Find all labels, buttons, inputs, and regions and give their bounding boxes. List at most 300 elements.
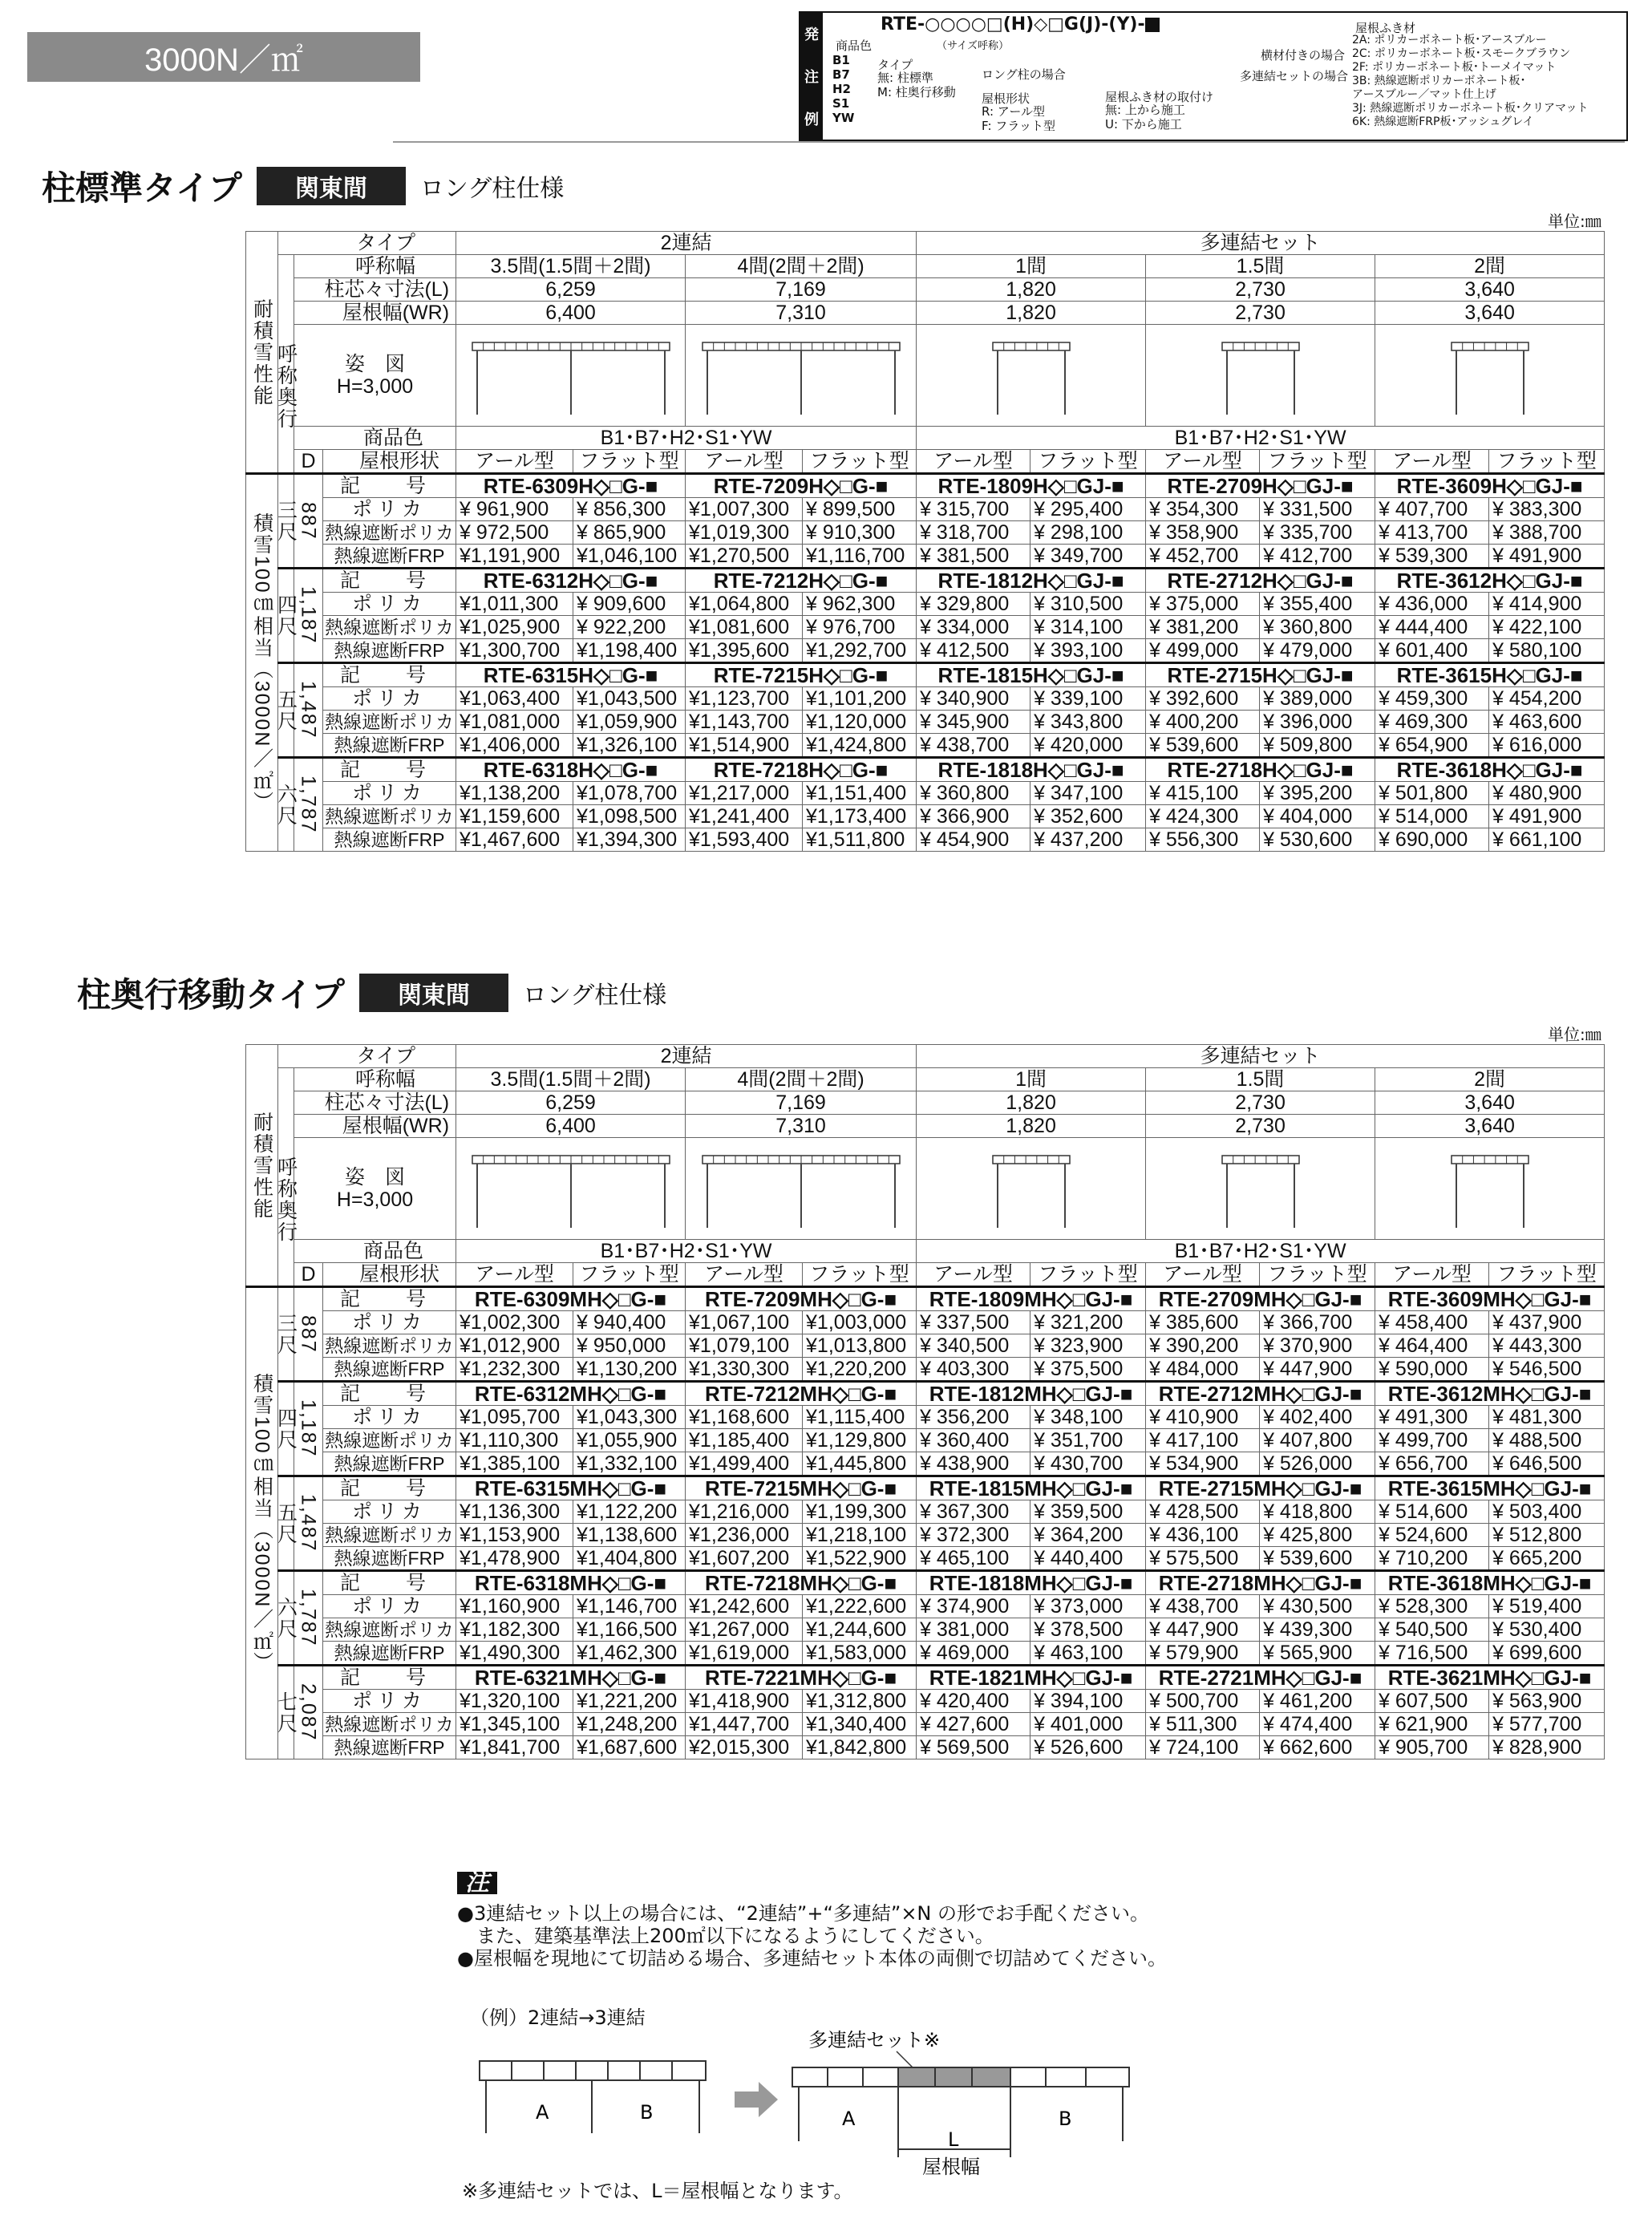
price-cell: ¥ 315,700 [917, 498, 1030, 521]
depth-mm: 1,187 [294, 1382, 323, 1476]
heat-frp-label: 熱線遮断FRP [323, 1358, 456, 1382]
price-cell: ¥1,191,900 [456, 545, 573, 569]
width-cell: 4間(2間＋2間) [686, 1068, 917, 1091]
price-cell: ¥1,012,900 [456, 1334, 573, 1358]
price-cell: ¥ 514,600 [1375, 1500, 1489, 1524]
price-cell: ¥1,345,100 [456, 1713, 573, 1736]
price-cell: ¥ 452,700 [1146, 545, 1260, 569]
price-cell: ¥1,514,900 [686, 734, 803, 758]
snow-performance-label: 耐積雪性能 [246, 232, 278, 474]
price-cell: ¥1,332,100 [573, 1452, 686, 1476]
carport-sketch [1221, 1144, 1301, 1233]
price-cell: ¥1,619,000 [686, 1642, 803, 1666]
price-cell: ¥ 340,900 [917, 687, 1030, 711]
kanto-badge: 関東間 [359, 974, 508, 1012]
price-cell: ¥ 463,100 [1030, 1642, 1146, 1666]
model-code: RTE-2712H◇□GJ-■ [1146, 569, 1375, 593]
price-cell: ¥1,199,300 [803, 1500, 917, 1524]
price-cell: ¥ 922,200 [573, 616, 686, 639]
order-fixing-label: 屋根ふき材の取付け [1105, 90, 1214, 104]
depth-shaku: 三尺 [278, 474, 294, 569]
shape-flat: フラット型 [573, 1263, 686, 1287]
side-char: 例 [804, 111, 819, 128]
price-cell: ¥ 402,400 [1260, 1406, 1375, 1429]
price-cell: ¥1,003,000 [803, 1311, 917, 1334]
carport-sketch [471, 1144, 671, 1233]
model-code: RTE-6312MH◇□G-■ [456, 1382, 686, 1406]
model-code: RTE-2709MH◇□GJ-■ [1146, 1287, 1375, 1311]
width-cell: 1.5間 [1146, 1068, 1375, 1091]
price-cell: ¥1,116,700 [803, 545, 917, 569]
shape-flat: フラット型 [1489, 450, 1605, 474]
price-cell: ¥ 469,300 [1375, 711, 1489, 734]
section-title: 柱標準タイプ [42, 168, 242, 208]
price-cell: ¥ 530,400 [1489, 1618, 1605, 1642]
model-code: RTE-2709H◇□GJ-■ [1146, 474, 1375, 498]
poly-label: ポリカ [323, 498, 456, 521]
order-roofmat-label: 屋根ふき材 [1355, 21, 1416, 35]
depth-shaku: 四尺 [278, 1382, 294, 1476]
arrow-right-icon [735, 2082, 778, 2117]
depth-label: 呼称奥行 [278, 302, 294, 474]
figure-height: H=3,000 [336, 1188, 414, 1211]
type-2-connect: 2連結 [456, 232, 917, 255]
price-cell: ¥ 540,500 [1375, 1618, 1489, 1642]
model-code: RTE-6321MH◇□G-■ [456, 1666, 686, 1690]
price-cell: ¥ 358,900 [1146, 521, 1260, 545]
price-cell: ¥ 444,400 [1375, 616, 1489, 639]
price-cell: ¥ 410,900 [1146, 1406, 1260, 1429]
pitch-cell: 1,820 [917, 1091, 1146, 1115]
price-cell: ¥1,159,600 [456, 805, 573, 828]
section-title-1 [42, 162, 564, 210]
side-char: 発 [804, 26, 819, 44]
price-cell: ¥ 556,300 [1146, 828, 1260, 852]
order-code: RTE-○○○○□(H)◇□G(J)-(Y)- [881, 14, 1160, 34]
price-cell: ¥1,217,000 [686, 782, 803, 805]
order-type-label: タイプ [877, 58, 913, 72]
price-cell: ¥ 646,500 [1489, 1452, 1605, 1476]
figure-cell [686, 1138, 917, 1240]
price-cell: ¥ 665,200 [1489, 1547, 1605, 1571]
price-cell: ¥1,467,600 [456, 828, 573, 852]
model-code: RTE-1818H◇□GJ-■ [917, 758, 1146, 782]
unit-label: 単位:㎜ [1548, 1025, 1601, 1044]
price-cell: ¥ 465,100 [917, 1547, 1030, 1571]
figure-height: H=3,000 [336, 375, 414, 398]
code-label: 記 号 [323, 1476, 456, 1500]
price-cell: ¥ 528,300 [1375, 1595, 1489, 1618]
price-cell: ¥ 347,100 [1030, 782, 1146, 805]
figure-cell [1375, 325, 1605, 427]
price-cell: ¥1,607,200 [686, 1547, 803, 1571]
shape-arch: アール型 [456, 450, 573, 474]
heat-poly-label: 熱線遮断ポリカ [323, 1618, 456, 1642]
black-square-icon [1145, 18, 1160, 32]
price-cell: ¥1,511,800 [803, 828, 917, 852]
depth-mm: 1,787 [294, 1571, 323, 1666]
price-cell: ¥ 374,900 [917, 1595, 1030, 1618]
price-cell: ¥ 428,500 [1146, 1500, 1260, 1524]
shape-flat: フラット型 [1260, 450, 1375, 474]
price-cell: ¥ 352,600 [1030, 805, 1146, 828]
width-cell: 3.5間(1.5間＋2間) [456, 1068, 686, 1091]
snow-performance-label: 耐積雪性能 [246, 1045, 278, 1287]
price-cell: ¥1,130,200 [573, 1358, 686, 1382]
price-cell: ¥ 621,900 [1375, 1713, 1489, 1736]
price-cell: ¥ 447,900 [1146, 1618, 1260, 1642]
model-code: RTE-6309H◇□G-■ [456, 474, 686, 498]
price-cell: ¥ 334,000 [917, 616, 1030, 639]
price-cell: ¥ 314,100 [1030, 616, 1146, 639]
poly-label: ポリカ [323, 1311, 456, 1334]
model-code: RTE-7209MH◇□G-■ [686, 1287, 917, 1311]
price-cell: ¥ 438,700 [917, 734, 1030, 758]
price-cell: ¥ 383,300 [1489, 498, 1605, 521]
price-cell: ¥ 961,900 [456, 498, 573, 521]
model-code: RTE-7218H◇□G-■ [686, 758, 917, 782]
price-table-standard [245, 231, 1605, 852]
d-label: D [294, 450, 323, 474]
price-cell: ¥ 579,900 [1146, 1642, 1260, 1666]
model-code: RTE-6315H◇□G-■ [456, 663, 686, 687]
roof-width-cell: 3,640 [1375, 302, 1605, 325]
load-label: 積雪100㎝相当（3000N／㎡） [246, 1287, 278, 1759]
shape-flat: フラット型 [803, 450, 917, 474]
width-cell: 2間 [1375, 1068, 1605, 1091]
width-cell: 3.5間(1.5間＋2間) [456, 255, 686, 278]
price-cell: ¥1,406,000 [456, 734, 573, 758]
heat-frp-label: 熱線遮断FRP [323, 545, 456, 569]
code-label: 記 号 [323, 1287, 456, 1311]
depth-shaku: 四尺 [278, 569, 294, 663]
price-cell: ¥ 388,700 [1489, 521, 1605, 545]
depth-shaku: 六尺 [278, 1571, 294, 1666]
heat-frp-label: 熱線遮断FRP [323, 1642, 456, 1666]
figure-cell [917, 1138, 1146, 1240]
heat-poly-label: 熱線遮断ポリカ [323, 1713, 456, 1736]
price-cell: ¥1,079,100 [686, 1334, 803, 1358]
price-cell: ¥1,055,900 [573, 1429, 686, 1452]
price-cell: ¥ 437,200 [1030, 828, 1146, 852]
price-cell: ¥1,095,700 [456, 1406, 573, 1429]
heat-poly-label: 熱線遮断ポリカ [323, 521, 456, 545]
price-cell: ¥ 436,100 [1146, 1524, 1260, 1547]
heat-frp-label: 熱線遮断FRP [323, 1736, 456, 1759]
model-code: RTE-1818MH◇□GJ-■ [917, 1571, 1146, 1595]
price-cell: ¥ 474,400 [1260, 1713, 1375, 1736]
price-cell: ¥ 417,100 [1146, 1429, 1260, 1452]
price-cell: ¥ 481,300 [1489, 1406, 1605, 1429]
model-code: RTE-1815MH◇□GJ-■ [917, 1476, 1146, 1500]
carport-sketch [1221, 331, 1301, 419]
price-cell: ¥1,395,600 [686, 639, 803, 663]
section-title-2 [77, 969, 666, 1017]
model-code: RTE-2715H◇□GJ-■ [1146, 663, 1375, 687]
model-code: RTE-6318MH◇□G-■ [456, 1571, 686, 1595]
price-cell: ¥1,011,300 [456, 593, 573, 616]
order-roofmat-list: 2A: ポリカーボネート板･アースブルー 2C: ポリカーボネート板･スモークブラウン 2F: ポリカーボネート板･トーメイマット 3B: 熱線遮断ポリカーボネート板･ アースブルー／マット仕上げ 3J: 熱線遮断ポリカーボネート板･クリアマット 6K: 熱線遮断FRP板･アッシュグレイ [1352, 34, 1589, 128]
price-cell: ¥ 546,500 [1489, 1358, 1605, 1382]
connection-diagram [480, 2029, 1137, 2181]
price-cell: ¥ 565,900 [1260, 1642, 1375, 1666]
price-cell: ¥ 569,500 [917, 1736, 1030, 1759]
price-cell: ¥1,241,400 [686, 805, 803, 828]
roof-width-cell: 7,310 [686, 1115, 917, 1138]
price-cell: ¥1,046,100 [573, 545, 686, 569]
roof-width-cell: 7,310 [686, 302, 917, 325]
price-cell: ¥1,220,200 [803, 1358, 917, 1382]
price-cell: ¥1,221,200 [573, 1690, 686, 1713]
price-cell: ¥ 367,300 [917, 1500, 1030, 1524]
price-cell: ¥ 373,000 [1030, 1595, 1146, 1618]
price-cell: ¥ 370,900 [1260, 1334, 1375, 1358]
notes-heading: 注 [457, 1872, 497, 1894]
price-cell: ¥ 500,700 [1146, 1690, 1260, 1713]
price-cell: ¥ 403,300 [917, 1358, 1030, 1382]
price-cell: ¥1,326,100 [573, 734, 686, 758]
carport-sketch [991, 1144, 1071, 1233]
price-cell: ¥ 461,200 [1260, 1690, 1375, 1713]
price-cell: ¥ 524,600 [1375, 1524, 1489, 1547]
type-2-connect: 2連結 [456, 1045, 917, 1068]
price-cell: ¥ 512,800 [1489, 1524, 1605, 1547]
price-cell: ¥ 381,500 [917, 545, 1030, 569]
price-cell: ¥1,081,000 [456, 711, 573, 734]
label-a: A [536, 2101, 549, 2124]
price-cell: ¥1,499,400 [686, 1452, 803, 1476]
price-cell: ¥ 323,900 [1030, 1334, 1146, 1358]
figure-cell [1146, 325, 1375, 427]
figure-cell [917, 325, 1146, 427]
price-cell: ¥ 375,500 [1030, 1358, 1146, 1382]
width-header: 呼称幅 [294, 1068, 456, 1091]
order-roof-shapes: R: アール型 F: フラット型 [982, 104, 1055, 133]
depth-shaku: 五尺 [278, 663, 294, 758]
price-cell: ¥1,312,800 [803, 1690, 917, 1713]
width-header: 呼称幅 [294, 255, 456, 278]
price-cell: ¥1,067,100 [686, 1311, 803, 1334]
depth-mm: 1,487 [294, 1476, 323, 1571]
price-cell: ¥ 539,600 [1260, 1547, 1375, 1571]
poly-label: ポリカ [323, 1500, 456, 1524]
price-cell: ¥ 447,900 [1260, 1358, 1375, 1382]
price-cell: ¥ 539,600 [1146, 734, 1260, 758]
price-cell: ¥ 351,700 [1030, 1429, 1146, 1452]
price-cell: ¥ 414,900 [1489, 593, 1605, 616]
price-cell: ¥1,244,600 [803, 1618, 917, 1642]
price-cell: ¥1,404,800 [573, 1547, 686, 1571]
section-title: 柱奥行移動タイプ [77, 975, 345, 1014]
blank-cell [278, 255, 294, 302]
order-multi: 多連結セットの場合 [1240, 69, 1349, 83]
price-cell: ¥ 298,100 [1030, 521, 1146, 545]
roof-width-cell: 6,400 [456, 302, 686, 325]
price-cell: ¥ 375,000 [1146, 593, 1260, 616]
figure-label: 姿 図 [345, 353, 406, 375]
price-cell: ¥ 415,100 [1146, 782, 1260, 805]
shape-arch: アール型 [1375, 1263, 1489, 1287]
price-cell: ¥2,015,300 [686, 1736, 803, 1759]
price-cell: ¥ 360,800 [1260, 616, 1375, 639]
price-cell: ¥ 372,300 [917, 1524, 1030, 1547]
price-cell: ¥ 364,200 [1030, 1524, 1146, 1547]
code-label: 記 号 [323, 663, 456, 687]
price-cell: ¥1,146,700 [573, 1595, 686, 1618]
price-cell: ¥ 396,000 [1260, 711, 1375, 734]
shape-arch: アール型 [686, 450, 803, 474]
price-cell: ¥1,025,900 [456, 616, 573, 639]
width-cell: 2間 [1375, 255, 1605, 278]
heat-poly-label: 熱線遮断ポリカ [323, 805, 456, 828]
price-cell: ¥ 499,000 [1146, 639, 1260, 663]
price-cell: ¥ 526,600 [1030, 1736, 1146, 1759]
price-cell: ¥ 601,400 [1375, 639, 1489, 663]
figure-label: 姿 図 [345, 1166, 406, 1188]
model-code: RTE-3618H◇□GJ-■ [1375, 758, 1605, 782]
order-example-box [799, 11, 1628, 141]
depth-mm: 1,187 [294, 569, 323, 663]
carport-sketch [701, 1144, 901, 1233]
price-cell: ¥ 436,000 [1375, 593, 1489, 616]
code-label: 記 号 [323, 474, 456, 498]
price-cell: ¥ 950,000 [573, 1334, 686, 1358]
pitch-header: 柱芯々寸法(L) [294, 1091, 456, 1115]
code-label: 記 号 [323, 1382, 456, 1406]
price-cell: ¥ 699,600 [1489, 1642, 1605, 1666]
shape-arch: アール型 [917, 450, 1030, 474]
price-cell: ¥ 509,800 [1260, 734, 1375, 758]
price-cell: ¥1,490,300 [456, 1642, 573, 1666]
top-rule [393, 141, 1625, 143]
width-cell: 1.5間 [1146, 255, 1375, 278]
price-cell: ¥ 828,900 [1489, 1736, 1605, 1759]
price-cell: ¥ 393,100 [1030, 639, 1146, 663]
label-b2: B [1059, 2108, 1072, 2130]
order-example-side [800, 13, 823, 140]
price-cell: ¥1,445,800 [803, 1452, 917, 1476]
price-cell: ¥ 360,800 [917, 782, 1030, 805]
figure-cell [1146, 1138, 1375, 1240]
carport-sketch [701, 331, 901, 419]
price-cell: ¥ 534,900 [1146, 1452, 1260, 1476]
price-cell: ¥ 469,000 [917, 1642, 1030, 1666]
price-cell: ¥ 430,700 [1030, 1452, 1146, 1476]
roof-width-cell: 1,820 [917, 1115, 1146, 1138]
price-cell: ¥1,292,700 [803, 639, 917, 663]
price-cell: ¥1,151,400 [803, 782, 917, 805]
price-cell: ¥ 454,200 [1489, 687, 1605, 711]
price-cell: ¥ 422,100 [1489, 616, 1605, 639]
model-code: RTE-1809MH◇□GJ-■ [917, 1287, 1146, 1311]
price-cell: ¥ 590,000 [1375, 1358, 1489, 1382]
price-cell: ¥ 392,600 [1146, 687, 1260, 711]
price-cell: ¥1,270,500 [686, 545, 803, 569]
order-fixing-options: 無: 上から施工 U: 下から施工 [1105, 103, 1185, 132]
price-cell: ¥ 348,100 [1030, 1406, 1146, 1429]
figure-cell [1375, 1138, 1605, 1240]
depth-mm: 887 [294, 1287, 323, 1382]
type-multi-set: 多連結セット [917, 1045, 1605, 1068]
price-cell: ¥1,248,200 [573, 1713, 686, 1736]
price-cell: ¥ 439,300 [1260, 1618, 1375, 1642]
shape-header: 屋根形状 [323, 1263, 456, 1287]
model-code: RTE-3612H◇□GJ-■ [1375, 569, 1605, 593]
price-cell: ¥1,043,500 [573, 687, 686, 711]
note-line: また、建築基準法上200㎡以下になるようにしてください。 [457, 1925, 994, 1947]
price-cell: ¥ 418,800 [1260, 1500, 1375, 1524]
example-label: （例）2連結→3連結 [470, 2006, 646, 2029]
price-cell: ¥ 662,600 [1260, 1736, 1375, 1759]
price-cell: ¥ 575,500 [1146, 1547, 1260, 1571]
price-cell: ¥ 530,600 [1260, 828, 1375, 852]
model-code: RTE-7209H◇□G-■ [686, 474, 917, 498]
label-l: L [948, 2128, 959, 2151]
price-cell: ¥ 899,500 [803, 498, 917, 521]
multi-label: 多連結セット※ [808, 2029, 941, 2051]
heat-frp-label: 熱線遮断FRP [323, 1452, 456, 1476]
price-cell: ¥ 661,100 [1489, 828, 1605, 852]
model-code: RTE-2715MH◇□GJ-■ [1146, 1476, 1375, 1500]
price-cell: ¥ 356,200 [917, 1406, 1030, 1429]
price-cell: ¥ 463,600 [1489, 711, 1605, 734]
price-cell: ¥1,222,600 [803, 1595, 917, 1618]
shape-flat: フラット型 [573, 450, 686, 474]
price-cell: ¥1,064,800 [686, 593, 803, 616]
model-code: RTE-3621MH◇□GJ-■ [1375, 1666, 1605, 1690]
price-cell: ¥1,841,700 [456, 1736, 573, 1759]
price-cell: ¥ 443,300 [1489, 1334, 1605, 1358]
price-cell: ¥ 499,700 [1375, 1429, 1489, 1452]
pitch-cell: 3,640 [1375, 1091, 1605, 1115]
price-cell: ¥ 501,800 [1375, 782, 1489, 805]
price-cell: ¥1,110,300 [456, 1429, 573, 1452]
price-cell: ¥ 437,900 [1489, 1311, 1605, 1334]
price-cell: ¥1,385,100 [456, 1452, 573, 1476]
price-cell: ¥1,101,200 [803, 687, 917, 711]
price-cell: ¥ 511,300 [1146, 1713, 1260, 1736]
model-code: RTE-3612MH◇□GJ-■ [1375, 1382, 1605, 1406]
price-cell: ¥ 563,900 [1489, 1690, 1605, 1713]
shape-arch: アール型 [456, 1263, 573, 1287]
price-cell: ¥1,330,300 [686, 1358, 803, 1382]
price-cell: ¥1,522,900 [803, 1547, 917, 1571]
model-code: RTE-3609H◇□GJ-■ [1375, 474, 1605, 498]
depth-mm: 887 [294, 474, 323, 569]
blank-cell [278, 1068, 294, 1115]
model-code: RTE-2718MH◇□GJ-■ [1146, 1571, 1375, 1595]
depth-shaku: 五尺 [278, 1476, 294, 1571]
price-cell: ¥ 412,500 [917, 639, 1030, 663]
order-colors: B1 B7 H2 S1 YW [832, 53, 855, 125]
price-cell: ¥1,232,300 [456, 1358, 573, 1382]
price-cell: ¥1,143,700 [686, 711, 803, 734]
price-cell: ¥1,418,900 [686, 1690, 803, 1713]
price-cell: ¥1,122,200 [573, 1500, 686, 1524]
roof-width-cell: 6,400 [456, 1115, 686, 1138]
price-cell: ¥ 656,700 [1375, 1452, 1489, 1476]
model-code: RTE-1809H◇□GJ-■ [917, 474, 1146, 498]
price-cell: ¥ 865,900 [573, 521, 686, 545]
two-connect-figure [480, 2061, 706, 2133]
price-cell: ¥ 366,700 [1260, 1311, 1375, 1334]
price-cell: ¥1,002,300 [456, 1311, 573, 1334]
pitch-cell: 2,730 [1146, 278, 1375, 302]
roof-width-cell: 2,730 [1146, 1115, 1375, 1138]
price-cell: ¥ 412,700 [1260, 545, 1375, 569]
price-cell: ¥ 321,200 [1030, 1311, 1146, 1334]
price-cell: ¥1,063,400 [456, 687, 573, 711]
